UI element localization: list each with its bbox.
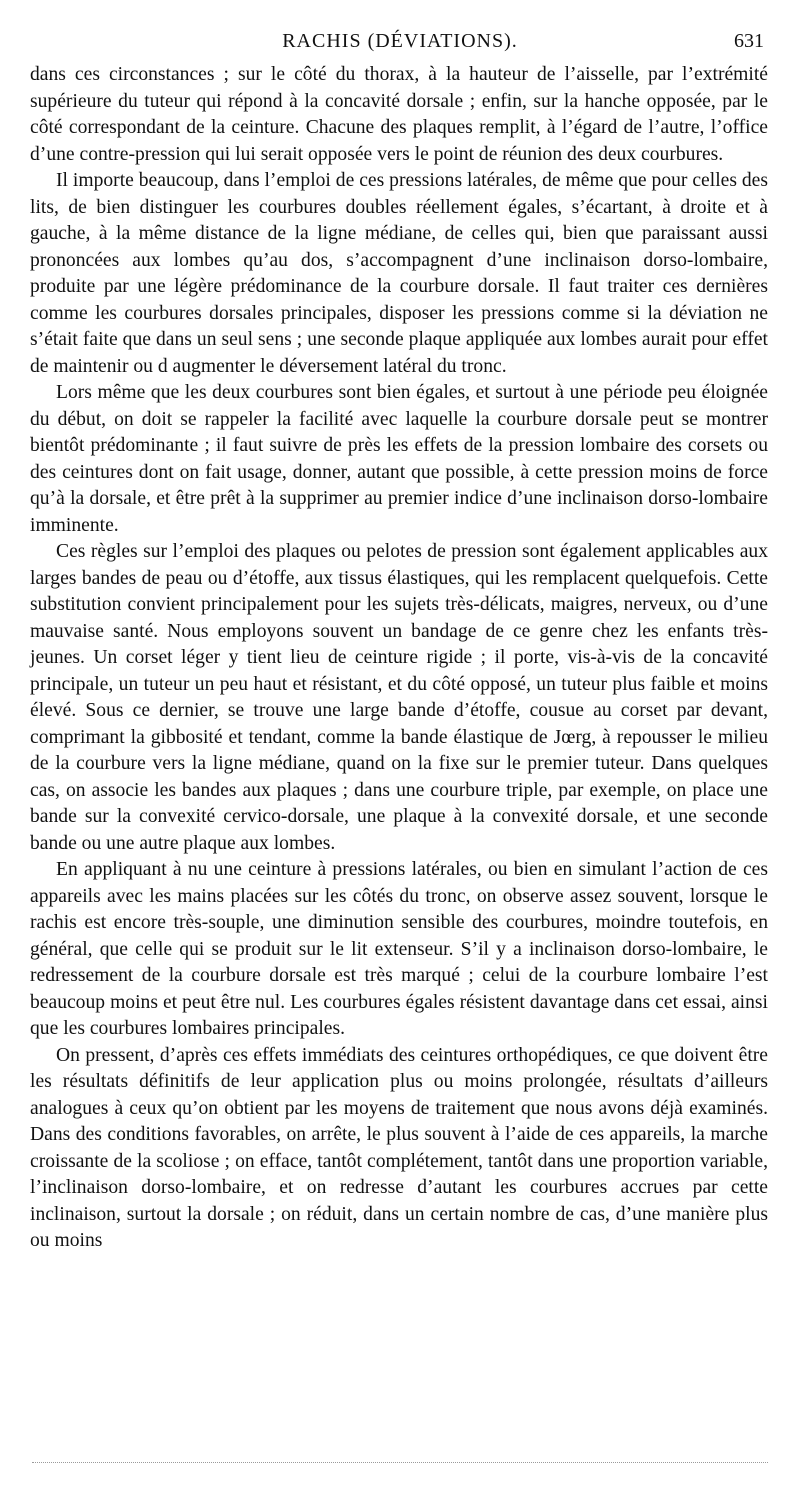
running-title: RACHIS (DÉVIATIONS).	[282, 30, 518, 52]
paragraph: En appliquant à nu une ceinture à pressions latérales, ou bien en simulant l’action de ces appareils avec les mains placées sur les côtés du tronc, on observe assez souvent, lorsque le rachis est encore très-souple, une diminution sensible des courbures, moindre toutefois, en général, que celle qui se produit sur le lit extenseur. S’il y a inclinaison dorso-lombaire, le redressement de la courbure dorsale est très marqué ; celui de la courbure lombaire l’est beaucoup moins et peut être nul. Les courbures égales résistent davantage dans cet essai, ainsi que les courbures lombaires principales.	[30, 859, 768, 1039]
paragraph: dans ces circonstances ; sur le côté du thorax, à la hauteur de l’aisselle, par l’extrémité supérieure du tuteur qui répond à la concavité dorsale ; enfin, sur la hanche opposée, par le côté correspondant de la ceinture. Chacune des plaques remplit, à l’égard de l’autre, l’office d’une contre-pression qui lui serait opposée vers le point de réunion des deux courbures.	[30, 64, 768, 165]
paragraph: Ces règles sur l’emploi des plaques ou pelotes de pression sont également applicables aux larges bandes de peau ou d’étoffe, aux tissus élastiques, qui les remplacent quelquefois. Cette substitution convient principalement pour les sujets très-délicats, maigres, nerveux, ou d’une mauvaise santé. Nous employons souvent un bandage de ce genre chez les enfants très-jeunes. Un corset léger y tient lieu de ceinture rigide ; il porte, vis-à-vis de la concavité principale, un tuteur un peu haut et résistant, et du côté opposé, un tuteur plus faible et moins élevé. Sous ce dernier, se trouve une large bande d’étoffe, cousue au corset par devant, comprimant la gibbosité et tendant, comme la bande élastique de Jœrg, à repousser le milieu de la courbure vers la ligne médiane, quand on la fixe sur le premier tuteur. Dans quelques cas, on associe les bandes aux plaques ; dans une courbure triple, par exemple, on place une bande sur la convexité cervico-dorsale, une plaque à la convexité dorsale, et une seconde bande ou une autre plaque aux lombes.	[30, 541, 768, 854]
running-header	[30, 30, 770, 60]
paragraph: Il importe beaucoup, dans l’emploi de ces pressions latérales, de même que pour celles des lits, de bien distinguer les courbures doubles réellement égales, s’écartant, à droite et à gauche, à la même distance de la ligne médiane, de celles qui, bien que paraissant aussi prononcées aux lombes qu’au dos, s’accompagnent d’une inclinaison dorso-lombaire, produite par une légère prédominance de la courbure dorsale. Il faut traiter ces dernières comme les courbures dorsales principales, disposer les pressions comme si la déviation ne s’était faite que dans un seul sens ; une seconde plaque appliquée aux lombes aurait pour effet de maintenir ou d augmenter le déversement latéral du tronc.	[30, 170, 768, 377]
paragraph: Lors même que les deux courbures sont bien égales, et surtout à une période peu éloignée du début, on doit se rappeler la facilité avec laquelle la courbure dorsale peut se montrer bientôt prédominante ; il faut suivre de près les effets de la pression lombaire des corsets ou des ceintures dont on fait usage, donner, autant que possible, à cette pression moins de force qu’à la dorsale, et être prêt à la supprimer au premier indice d’une inclinaison dorso-lombaire imminente.	[30, 382, 768, 536]
footer-dotted-rule	[32, 1462, 768, 1463]
paragraph: On pressent, d’après ces effets immédiats des ceintures orthopédiques, ce que doivent être les résultats définitifs de leur application plus ou moins prolongée, résultats d’ailleurs analogues à ceux qu’on obtient par les moyens de traitement que nous avons déjà examinés. Dans des conditions favorables, on arrête, le plus souvent à l’aide de ces appareils, la marche croissante de la scoliose ; on efface, tantôt complétement, tantôt dans une proportion variable, l’inclinaison dorso-lombaire, et on redresse d’autant les courbures accrues par cette inclinaison, surtout la dorsale ; on réduit, dans un certain nombre de cas, d’une manière plus ou moins	[30, 1044, 768, 1251]
page-number: 631	[734, 30, 764, 52]
body-text	[30, 62, 768, 1255]
